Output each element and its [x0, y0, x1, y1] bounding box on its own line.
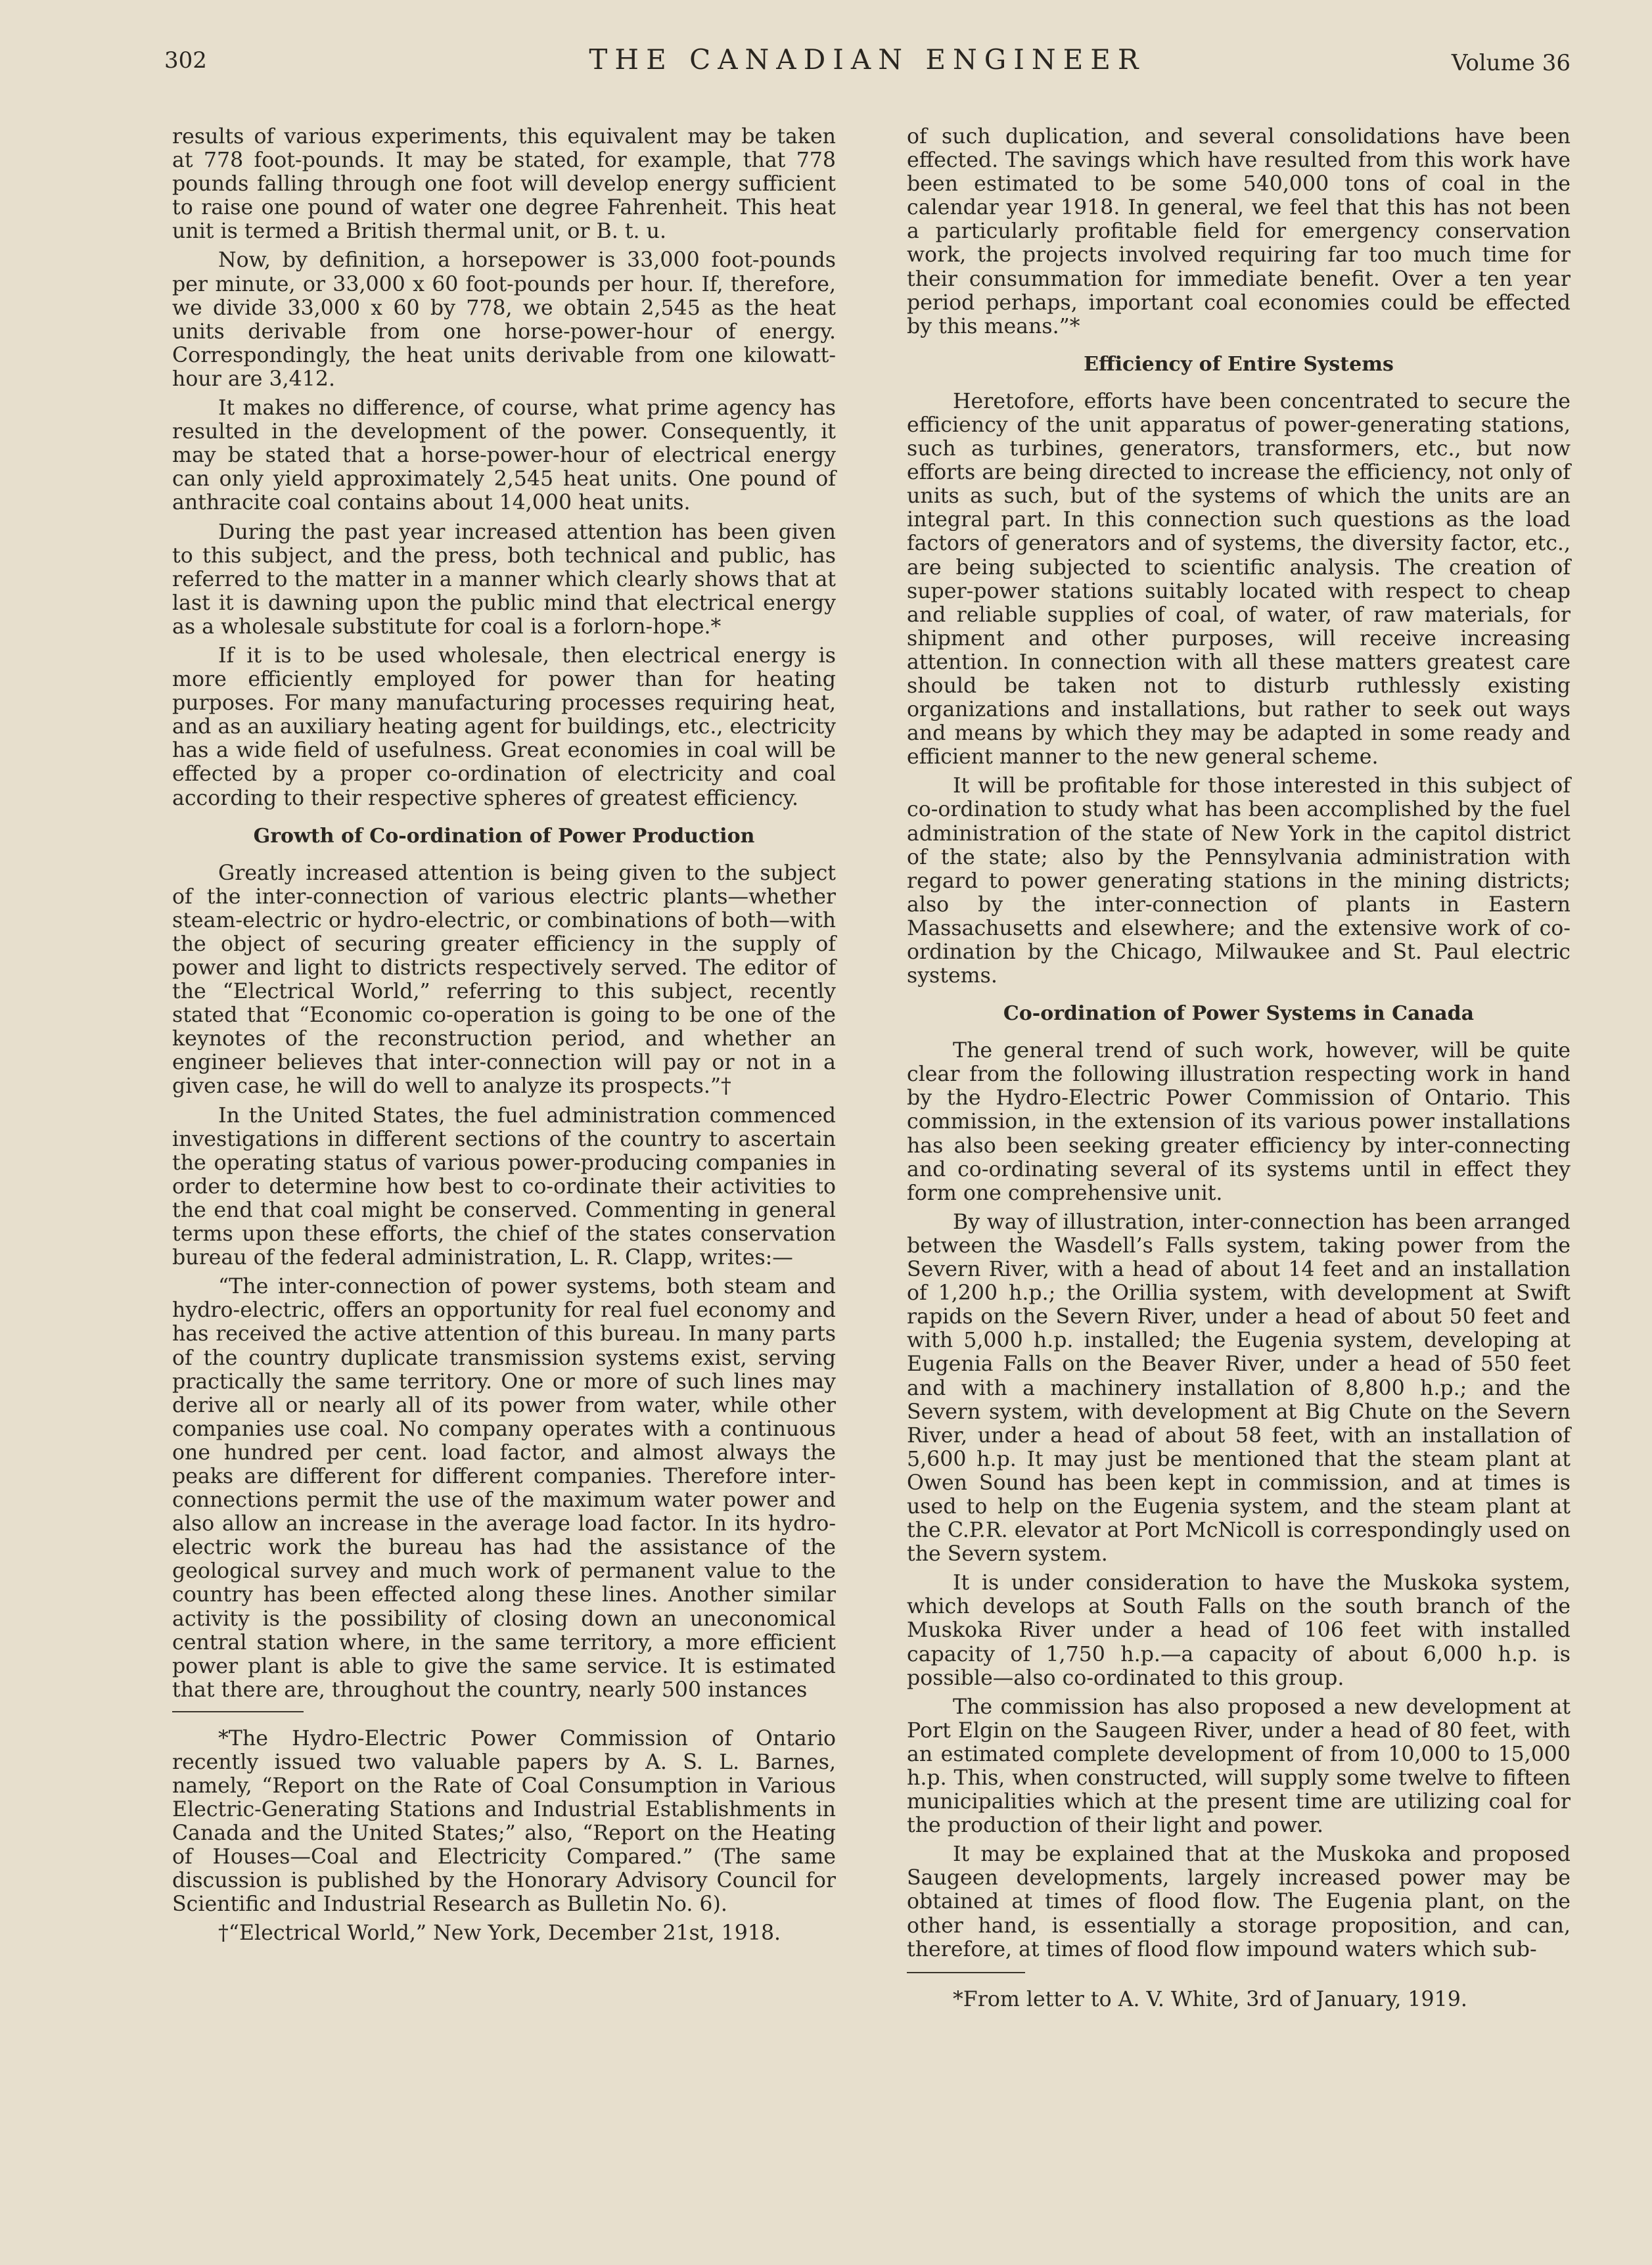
paragraph: If it is to be used wholesale, then electrical energy is more efficiently employed for power than for heating purposes. For many manufacturing processes requiring heat, and as an auxiliary heating agent for buildings, etc., electricity has a wide field of usefulness. Great economies in coal will be effected by a proper co-ordination of electricity and coal according to their respective spheres of greatest efficiency.: [172, 643, 836, 810]
page-header: [164, 43, 1571, 83]
footnote: *The Hydro-Electric Power Commission of Ontario recently issued two valuable papers by A. S. L. Barnes, namely, “Report on the Rate of Coal Consumption in Various Electric-Generating Stations and Industrial Establishments in Canada and the United States;” also, “Report on the Heating of Houses—Coal and Electricity Compared.” (The same discussion is published by the Honorary Advisory Council for Scientific and Industrial Research as Bulletin No. 6).: [172, 1726, 836, 1916]
footnote: *From letter to A. V. White, 3rd of January, 1919.: [953, 1987, 1467, 2011]
quotation-paragraph: “The inter-connection of power systems, both steam and hydro-electric, offers an opportunity for real fuel economy and has received the active attention of this bureau. In many parts of the country duplicate transmission systems exist, serving practically the same territory. One or more of such lines may derive all or nearly all of its power from water, while other companies use coal. No company operates with a continuous one hundred per cent. load factor, and almost always the peaks are different for different companies. Therefore inter-connections permit the use of the maximum water power and also allow an increase in the average load factor. In its hydro-electric work the bureau has had the assistance of the geological survey and much work of permanent value to the country has been effected along these lines. Another similar activity is the possibility of closing down an uneconomical central station where, in the same territory, a more efficient power plant is able to give the same service. It is estimated that there are, throughout the country, nearly 500 instances: [172, 1275, 836, 1702]
paragraph: During the past year increased attention has been given to this subject, and the press, both technical and public, has referred to the matter in a manner which clearly shows that at last it is dawning upon the public mind that electrical energy as a wholesale substitute for coal is a forlorn-hope.*: [172, 520, 836, 639]
section-heading: Growth of Co-ordination of Power Production: [253, 824, 755, 848]
page-number: 302: [164, 47, 207, 74]
section-heading: Co-ordination of Power Systems in Canada: [1003, 1002, 1475, 1026]
paragraph: The commission has also proposed a new development at Port Elgin on the Saugeen River, under a head of 80 feet, with an estimated complete development of from 10,000 to 15,000 h.p. This, when constructed, will supply some twelve to fifteen municipalities which at the present time are utilizing coal for the production of their light and power.: [907, 1695, 1571, 1838]
paragraph: of such duplication, and several consolidations have been effected. The savings which have resulted from this work have been estimated to be some 540,000 tons of coal in the calendar year 1918. In general, we feel that this has not been a particularly profitable field for emergency conservation work, the projects involved requiring far too much time for their consummation for immediate benefit. Over a ten year period perhaps, important coal economies could be effected by this means.”*: [907, 125, 1571, 338]
footnote-divider: [172, 1711, 304, 1712]
paragraph: results of various experiments, this equivalent may be taken at 778 foot-pounds. It may be stated, for example, that 778 pounds falling through one foot will develop energy sufficient to raise one pound of water one degree Fahrenheit. This heat unit is termed a British thermal unit, or B. t. u.: [172, 125, 836, 244]
paragraph: Now, by definition, a horsepower is 33,000 foot-pounds per minute, or 33,000 x 60 foot-pounds per hour. If, therefore, we divide 33,000 x 60 by 778, we obtain 2,545 as the heat units derivable from one horse-power-hour of energy. Correspondingly, the heat units derivable from one kilowatt-hour are 3,412.: [172, 248, 836, 391]
paragraph: In the United States, the fuel administration commenced investigations in different sections of the country to ascertain the operating status of various power-producing companies in order to determine how best to co-ordinate their activities to the end that coal might be conserved. Commenting in general terms upon these efforts, the chief of the states conservation bureau of the federal administration, L. R. Clapp, writes:—: [172, 1103, 836, 1270]
paragraph: It may be explained that at the Muskoka and proposed Saugeen developments, largely increased power may be obtained at times of flood flow. The Eugenia plant, on the other hand, is essentially a storage proposition, and can, therefore, at times of flood flow impound waters which sub-: [907, 1842, 1571, 1961]
footnote-divider: [907, 1972, 1025, 1973]
right-column: [907, 125, 1571, 2017]
volume-label: Volume 36: [1451, 50, 1571, 76]
footnote: †“Electrical World,” New York, December 21st, 1918.: [218, 1921, 781, 1945]
paragraph: It is under consideration to have the Muskoka system, which develops at South Falls on the south branch of the Muskoka River under a head of 106 feet with installed capacity of 1,750 h.p.—a capacity of about 6,000 h.p. is possible—also co-ordinated to this group.: [907, 1571, 1571, 1690]
paragraph: Greatly increased attention is being given to the subject of the inter-connection of various electric plants—whether steam-electric or hydro-electric, or combinations of both—with the object of securing greater efficiency in the supply of power and light to districts respectively served. The editor of the “Electrical World,” referring to this subject, recently stated that “Economic co-operation is going to be one of the keynotes of the reconstruction period, and whether an engineer believes that inter-connection will pay or not in a given case, he will do well to analyze its prospects.”†: [172, 861, 836, 1099]
section-heading: Efficiency of Entire Systems: [1084, 352, 1394, 376]
journal-title: THE CANADIAN ENGINEER: [589, 43, 1146, 76]
left-column: [172, 125, 836, 1950]
paragraph: By way of illustration, inter-connection has been arranged between the Wasdell’s Falls system, taking power from the Severn River, with a head of about 14 feet and an installation of 1,200 h.p.; the Orillia system, with development at Swift rapids on the Severn River, under a head of about 50 feet and with 5,000 h.p. installed; the Eugenia system, developing at Eugenia Falls on the Beaver River, under a head of 550 feet and with a machinery installation of 8,800 h.p.; and the Severn system, with development at Big Chute on the Severn River, under a head of about 58 feet, with an installation of 5,600 h.p. It may just be mentioned that the steam plant at Owen Sound has been kept in commission, and at times is used to help on the Eugenia system, and the steam plant at the C.P.R. elevator at Port McNicoll is correspondingly used on the Severn system.: [907, 1210, 1571, 1567]
paragraph: Heretofore, efforts have been concentrated to secure the efficiency of the unit apparatus of power-generating stations, such as turbines, generators, transformers, etc., but now efforts are being directed to increase the efficiency, not only of units as such, but of the systems of which the units are an integral part. In this connection such questions as the load factors of generators and of systems, the diversity factor, etc., are being subjected to scientific analysis. The creation of super-power stations suitably located with respect to cheap and reliable supplies of coal, of water, of raw materials, for shipment and other purposes, will receive increasing attention. In connection with all these matters greatest care should be taken not to disturb ruthlessly existing organizations and installations, but rather to seek out ways and means by which they may be adapted in some ready and efficient manner to the new general scheme.: [907, 389, 1571, 769]
paragraph: It makes no difference, of course, what prime agency has resulted in the development of the power. Consequently, it may be stated that a horse-power-hour of electrical energy can only yield approximately 2,545 heat units. One pound of anthracite coal contains about 14,000 heat units.: [172, 396, 836, 515]
paragraph: It will be profitable for those interested in this subject of co-ordination to study what has been accomplished by the fuel administration of the state of New York in the capitol district of the state; also by the Pennsylvania administration with regard to power generating stations in the mining districts; also by the inter-connection of plants in Eastern Massachusetts and elsewhere; and the extensive work of co-ordination by the Chicago, Milwaukee and St. Paul electric systems.: [907, 774, 1571, 988]
paragraph: The general trend of such work, however, will be quite clear from the following illustration respecting work in hand by the Hydro-Electric Power Commission of Ontario. This commission, in the extension of its various power installations has also been seeking greater efficiency by inter-connecting and co-ordinating several of its systems until in effect they form one comprehensive unit.: [907, 1039, 1571, 1205]
